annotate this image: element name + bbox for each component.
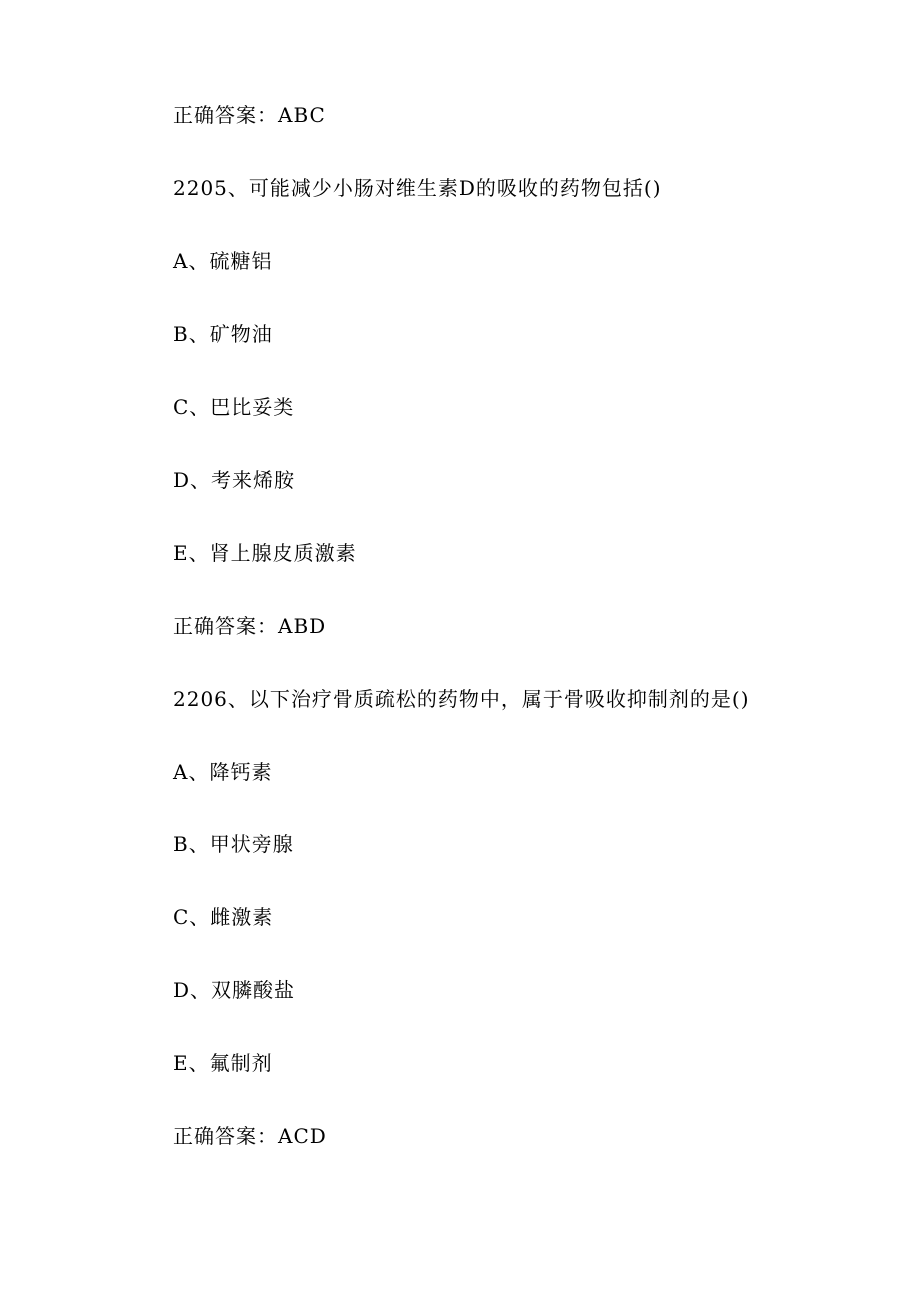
question-2205-stem: 2205、可能减少小肠对维生素D的吸收的药物包括()	[173, 176, 662, 200]
previous-answer: 正确答案：ABC	[173, 103, 326, 127]
question-2205-option-a: A、硫糖铝	[173, 249, 273, 273]
question-2205-answer: 正确答案：ABD	[173, 614, 327, 638]
question-2205-option-c: C、巴比妥类	[173, 395, 295, 419]
question-2206-option-d: D、双膦酸盐	[173, 978, 296, 1002]
question-2205-option-e: E、肾上腺皮质激素	[173, 541, 357, 565]
question-2205-option-b: B、矿物油	[173, 322, 273, 346]
question-2206-option-e: E、氟制剂	[173, 1051, 273, 1075]
question-2206-option-a: A、降钙素	[173, 760, 273, 784]
question-2205-option-d: D、考来烯胺	[173, 468, 296, 492]
question-2206-answer: 正确答案：ACD	[173, 1124, 327, 1148]
question-2206-stem: 2206、以下治疗骨质疏松的药物中，属于骨吸收抑制剂的是()	[173, 687, 750, 711]
question-2206-option-c: C、雌激素	[173, 905, 274, 929]
question-2206-option-b: B、甲状旁腺	[173, 832, 294, 856]
